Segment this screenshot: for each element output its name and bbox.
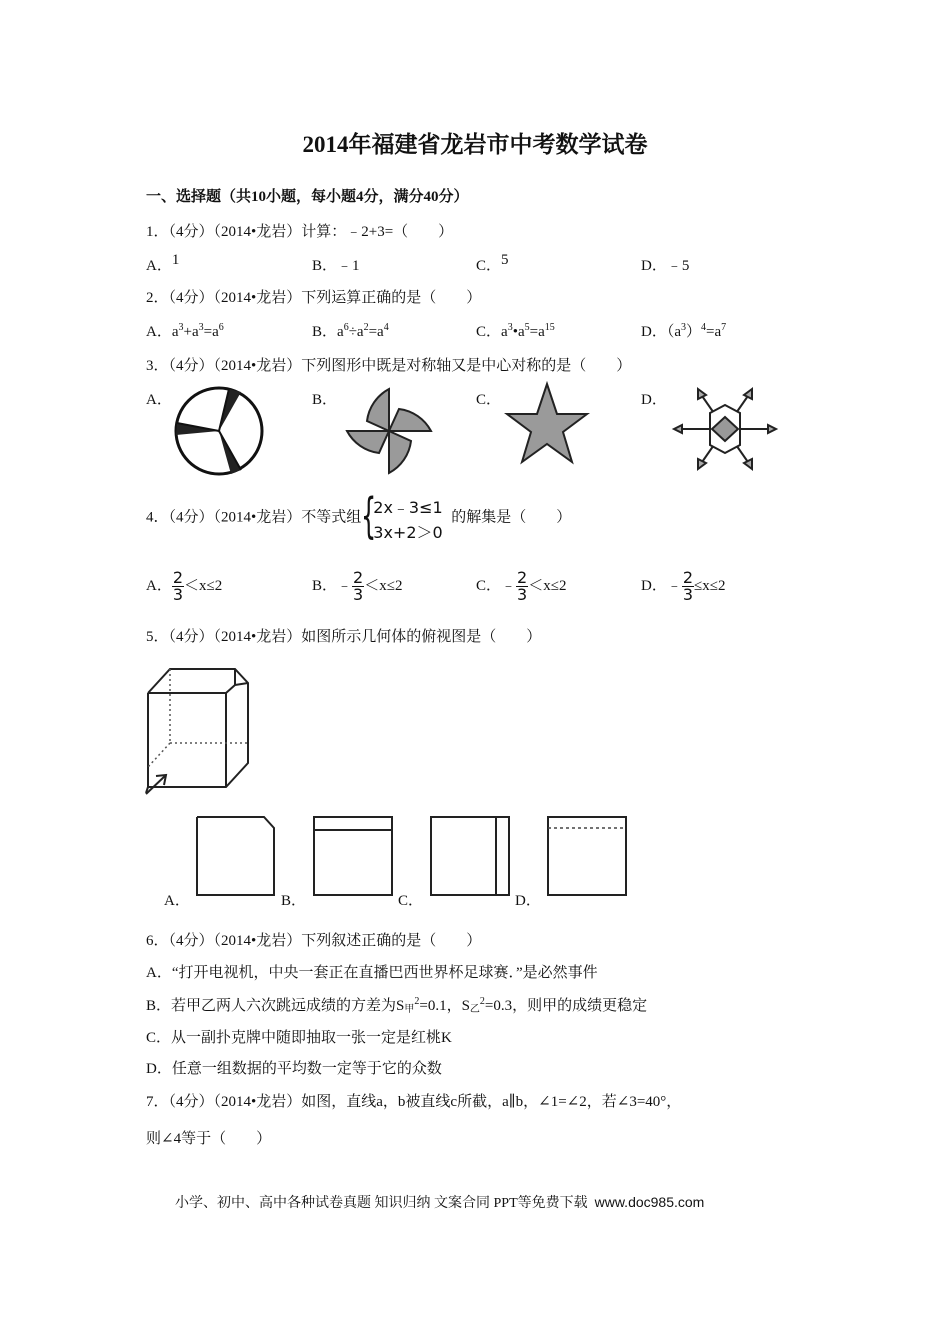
frac-den: 3 [682, 585, 694, 604]
page-footer [175, 1192, 704, 1212]
q3-option-b[interactable]: B． [312, 392, 338, 408]
q3-option-d[interactable]: D． [641, 392, 667, 408]
q2-a-label: A． [146, 324, 172, 340]
q4-stem-post: 的解集是（ ） [451, 509, 572, 526]
q5-option-d[interactable]: D． [515, 893, 541, 909]
q7-stem: 7．（4分）（2014•龙岩）如图，直线a，b被直线c所截，a∥b，∠1=∠2，若∠3=40°， [146, 1094, 682, 1110]
q3-circle-figure [173, 385, 265, 477]
q2-b-label: B． [312, 324, 338, 340]
inequality-2: 3x+2＞0 [373, 523, 443, 542]
q5-option-b[interactable]: B． [281, 893, 307, 909]
q1-a-label: A． [146, 258, 172, 274]
minus-sign: ﹣ [501, 577, 517, 594]
q5-option-a[interactable]: A． [164, 893, 190, 909]
q4-stem [146, 488, 572, 544]
q6-option-a[interactable]: A．“打开电视机，中央一套正在直播巴西世界杯足球赛．”是必然事件 [146, 965, 598, 981]
q1-c-label: C． [476, 258, 502, 274]
fraction [352, 570, 364, 603]
q4-b-label: B． [312, 577, 338, 594]
q4-c-tail: ＜x≤2 [528, 577, 567, 594]
q3-star-figure [505, 382, 589, 466]
section-heading: 一、选择题（共10小题，每小题4分，满分40分） [146, 189, 469, 205]
frac-den: 3 [353, 585, 364, 604]
q6-b-text: B．若甲乙两人六次跳远成绩的方差为S [146, 998, 405, 1014]
minus-sign: ﹣ [337, 577, 353, 594]
q5-option-d-figure [547, 816, 627, 896]
q4-d-label: D． [641, 577, 667, 594]
minus-sign: ﹣ [666, 577, 682, 594]
q3-option-a[interactable]: A． [146, 392, 172, 408]
q3-stem: 3．（4分）（2014•龙岩）下列图形中既是对称轴又是中心对称的是（ ） [146, 358, 632, 374]
q2-d-label: D． [641, 324, 667, 340]
fraction [682, 570, 694, 603]
q2-stem: 2．（4分）（2014•龙岩）下列运算正确的是（ ） [146, 290, 482, 306]
q4-option-c[interactable] [476, 570, 566, 603]
q1-stem: 1．（4分）（2014•龙岩）计算：﹣2+3=（ ） [146, 224, 454, 240]
q2-c-label: C． [476, 324, 502, 340]
q4-option-a[interactable] [146, 570, 222, 603]
q7-stem-cont: 则∠4等于（ ） [146, 1131, 272, 1147]
q2-option-d[interactable]: D．$(a^3)^4=a^7$ [641, 322, 727, 340]
brace-icon: { [361, 488, 377, 544]
q4-b-tail: ＜x≤2 [364, 577, 403, 594]
q5-option-c[interactable]: C． [398, 893, 424, 909]
frac-num: 2 [517, 568, 528, 587]
page-title: 2014年福建省龙岩市中考数学试卷 [302, 132, 648, 157]
q2-option-b[interactable]: B．$a^6\div a^2=a^4$ [312, 322, 389, 340]
q4-c-label: C． [476, 577, 502, 594]
q3-option-c[interactable]: C． [476, 392, 502, 408]
q4-option-b[interactable] [312, 570, 402, 603]
inequality-1: 2x﹣3≤1 [373, 498, 443, 517]
q5-option-a-figure [196, 816, 276, 896]
frac-num: 2 [682, 568, 694, 587]
frac-num: 2 [172, 568, 184, 587]
q4-d-tail: ≤x≤2 [694, 577, 726, 594]
q1-option-b[interactable]: B．﹣1 [312, 258, 360, 274]
q2-option-a[interactable]: A．$a^3+a^3=a^6$ [146, 322, 224, 340]
q4-a-label: A． [146, 577, 172, 594]
q6-option-c[interactable]: C．从一副扑克牌中随即抽取一张一定是红桃K [146, 1030, 452, 1046]
q3-pinwheel-figure [343, 385, 435, 477]
q5-option-b-figure [313, 816, 393, 896]
footer-text: 小学、初中、高中各种试卷真题 知识归纳 文案合同 PPT等免费下载 [175, 1196, 588, 1211]
frac-den: 3 [172, 585, 184, 604]
q6-option-d[interactable]: D．任意一组数据的平均数一定等于它的众数 [146, 1061, 442, 1077]
inequality-system [361, 488, 451, 544]
q6-stem: 6．（4分）（2014•龙岩）下列叙述正确的是（ ） [146, 933, 482, 949]
q4-a-tail: ＜x≤2 [184, 577, 223, 594]
footer-link[interactable]: www.doc985.com [594, 1194, 705, 1210]
q4-stem-pre: 4．（4分）（2014•龙岩）不等式组 [146, 509, 362, 526]
q2-option-c[interactable]: C．$a^3•a^5=a^{15}$ [476, 322, 555, 340]
q6-option-b[interactable]: B．若甲乙两人六次跳远成绩的方差为$S_甲^2=0.1$，$S_乙^2=0.3$，则甲的成绩更稳定 [146, 996, 648, 1015]
fraction [172, 570, 184, 603]
frac-den: 3 [517, 585, 528, 604]
q3-snowflake-figure [670, 383, 780, 475]
q1-a-value: 1 [171, 252, 180, 268]
q1-option-c[interactable] [476, 254, 509, 275]
frac-num: 2 [353, 568, 364, 587]
q5-solid-figure [140, 663, 255, 798]
q1-c-value: 5 [501, 252, 509, 268]
q1-option-d[interactable]: D．﹣5 [641, 258, 690, 274]
q5-option-c-figure [430, 816, 510, 896]
fraction [516, 570, 528, 603]
q5-stem: 5．（4分）（2014•龙岩）如图所示几何体的俯视图是（ ） [146, 629, 542, 645]
q1-option-a[interactable] [146, 254, 179, 275]
q4-option-d[interactable] [641, 570, 726, 603]
